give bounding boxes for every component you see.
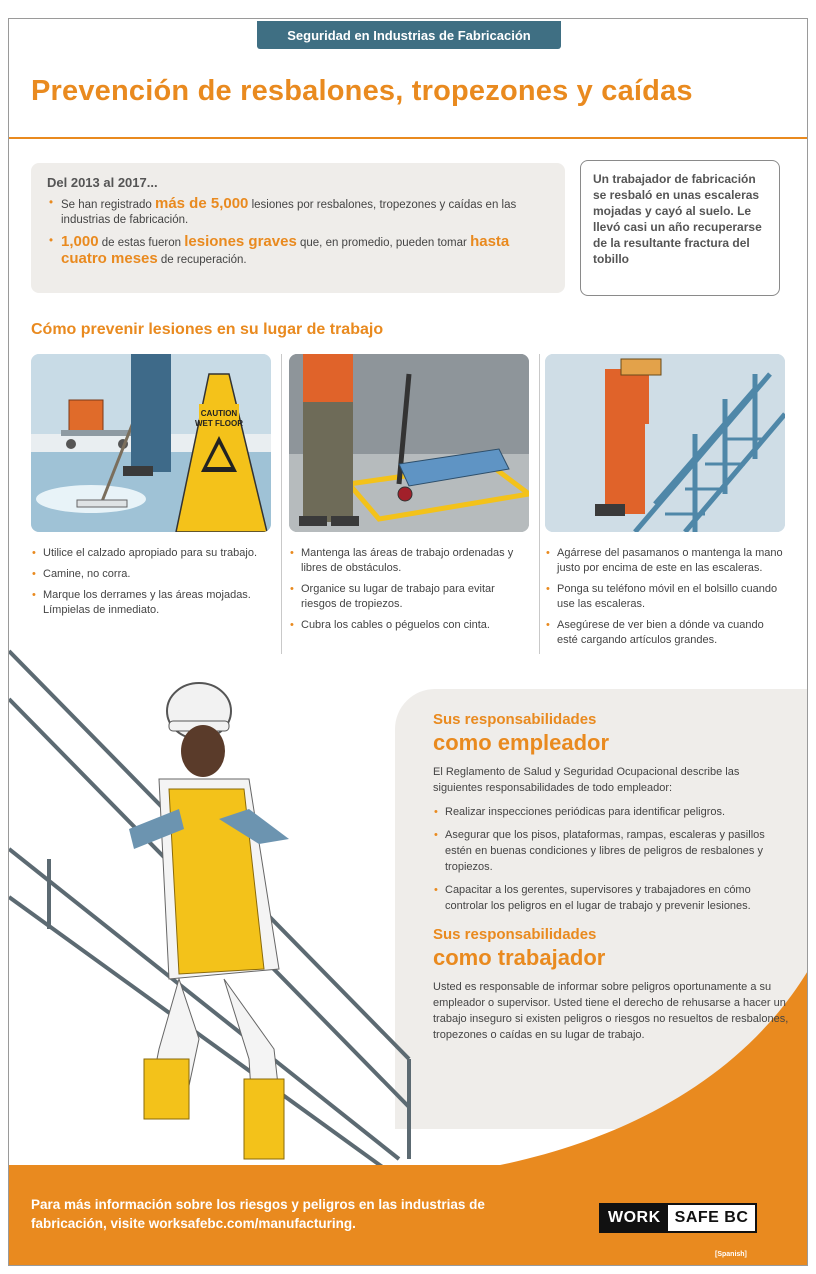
logo-work: WORK bbox=[601, 1205, 668, 1231]
worker-heading: como trabajador bbox=[433, 945, 606, 970]
tip-item: • Marque los derrames y las áreas mojadas. Límpielas de inmediato. bbox=[31, 588, 271, 618]
tip-item: • Camine, no corra. bbox=[31, 567, 271, 582]
incident-story: Un trabajador de fabricación se resbaló en unas escaleras mojadas y cayó al suelo. Le llevó casi un año recuperarse de la resultante fractura del tobillo bbox=[580, 160, 780, 296]
stats-item: • Se han registrado más de 5,000 lesiones por resbalones, tropezones y caídas en las industrias de fabricación. bbox=[47, 196, 549, 228]
stat-highlight: 1,000 bbox=[61, 233, 99, 250]
stats-item: • 1,000 de estas fueron lesiones graves que, en promedio, pueden tomar hasta cuatro meses de recuperación. bbox=[47, 234, 549, 268]
worker-text: Usted es responsable de informar sobre peligros oportunamente a su empleador o supervisor. Usted tiene el derecho de rehusarse a hacer un trabajo inseguro si existen peligros o riesgos no resueltos de resbalones, tropezones o caídas en su lugar de trabajo. bbox=[433, 981, 789, 1041]
tips-housekeeping bbox=[289, 546, 529, 639]
worker-on-stairs-illustration bbox=[9, 639, 429, 1179]
employer-item: • Asegurar que los pisos, plataformas, rampas, escaleras y pasillos estén en buenas condiciones y libres de peligros de resbalones y tropiezos. bbox=[433, 827, 789, 875]
column-divider bbox=[281, 354, 282, 654]
pallet-jack-illustration bbox=[289, 354, 529, 532]
tip-item: • Organice su lugar de trabajo para evitar riesgos de tropiezos. bbox=[289, 582, 529, 612]
stat-highlight: hasta cuatro meses bbox=[61, 233, 510, 267]
tips-footwear bbox=[31, 546, 271, 624]
page-title: Prevención de resbalones, tropezones y caídas bbox=[31, 75, 693, 107]
stat-highlight: lesiones graves bbox=[184, 233, 297, 250]
language-label: [Spanish] bbox=[715, 1251, 747, 1258]
stats-list bbox=[47, 196, 549, 268]
worker-subheading: Sus responsabilidades bbox=[433, 926, 597, 943]
stairs-illustration bbox=[545, 354, 785, 532]
column-divider bbox=[539, 354, 540, 654]
category-tag: Seguridad en Industrias de Fabricación bbox=[257, 21, 561, 49]
tips-stairs bbox=[545, 546, 785, 654]
footer bbox=[9, 1165, 808, 1266]
responsibilities-content bbox=[433, 711, 789, 1043]
tip-item: • Ponga su teléfono móvil en el bolsillo cuando use las escaleras. bbox=[545, 582, 785, 612]
prevention-heading: Cómo prevenir lesiones en su lugar de trabajo bbox=[31, 321, 384, 338]
employer-list bbox=[433, 804, 789, 914]
tip-item: • Asegúrese de ver bien a dónde va cuando esté cargando artículos grandes. bbox=[545, 618, 785, 648]
tip-item: • Utilice el calzado apropiado para su trabajo. bbox=[31, 546, 271, 561]
worksafebc-logo bbox=[599, 1203, 757, 1233]
sign-caution: CAUTION bbox=[200, 409, 238, 418]
employer-subheading: Sus responsabilidades bbox=[433, 711, 597, 728]
poster bbox=[8, 18, 808, 1266]
title-divider bbox=[9, 137, 808, 139]
footer-info: Para más información sobre los riesgos y peligros en las industrias de fabricación, visite worksafebc.com/manufacturing. bbox=[31, 1197, 485, 1231]
wet-floor-illustration bbox=[31, 354, 271, 532]
tip-item: • Cubra los cables o péguelos con cinta. bbox=[289, 618, 529, 633]
stats-heading: Del 2013 al 2017... bbox=[47, 175, 158, 190]
employer-intro: El Reglamento de Salud y Seguridad Ocupacional describe las siguientes responsabilidades de todo empleador: bbox=[433, 766, 740, 794]
tip-item: • Mantenga las áreas de trabajo ordenadas y libres de obstáculos. bbox=[289, 546, 529, 576]
employer-heading: como empleador bbox=[433, 730, 610, 755]
logo-safebc: SAFE BC bbox=[668, 1205, 756, 1231]
tip-item: • Agárrese del pasamanos o mantenga la mano justo por encima de este en las escaleras. bbox=[545, 546, 785, 576]
sign-wet-floor: WET FLOOR bbox=[195, 419, 243, 428]
employer-item: • Capacitar a los gerentes, supervisores y trabajadores en cómo controlar los peligros en el lugar de trabajo y prevenir lesiones. bbox=[433, 882, 789, 914]
stats-box bbox=[31, 163, 565, 293]
stat-highlight: más de 5,000 bbox=[154, 195, 249, 212]
employer-item: • Realizar inspecciones periódicas para identificar peligros. bbox=[433, 804, 789, 820]
